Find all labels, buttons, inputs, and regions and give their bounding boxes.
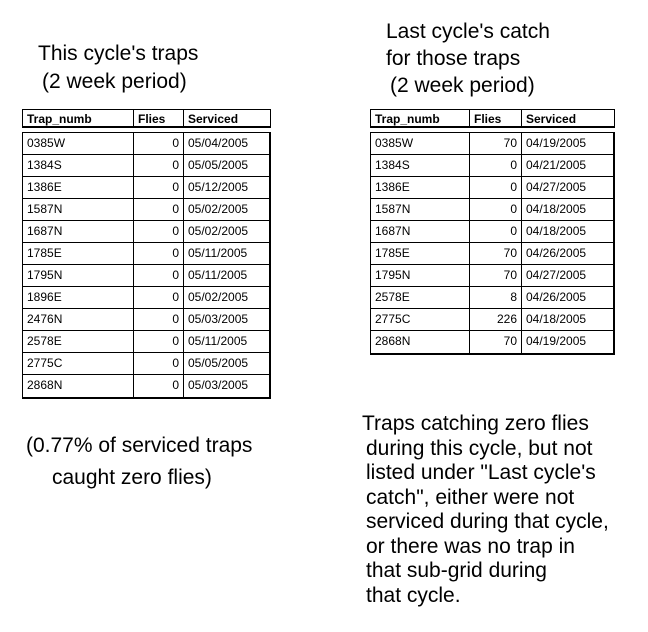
- cell-serviced: 05/02/2005: [183, 221, 269, 242]
- cell-serviced: 05/12/2005: [183, 177, 269, 198]
- cell-flies: 8: [469, 287, 521, 308]
- cell-serviced: 05/11/2005: [183, 331, 269, 352]
- cell-trap-numb: 1587N: [375, 202, 411, 216]
- table-row: [23, 309, 269, 331]
- cell-flies: 0: [133, 353, 183, 374]
- cell-serviced: 05/04/2005: [183, 133, 269, 154]
- cell-serviced: 05/05/2005: [183, 353, 269, 374]
- cell-serviced: 04/19/2005: [521, 331, 613, 353]
- caption-line: (2 week period): [42, 70, 187, 93]
- table-row: [23, 331, 269, 353]
- cell-flies: 0: [133, 309, 183, 330]
- caption-line: This cycle's traps: [38, 42, 199, 65]
- cell-flies: 0: [133, 331, 183, 352]
- table-row: [371, 177, 613, 199]
- cell-flies: 0: [469, 177, 521, 198]
- header-flies: Flies: [133, 110, 183, 126]
- cell-serviced: 04/26/2005: [521, 243, 613, 264]
- cell-flies: 0: [133, 155, 183, 176]
- cell-trap-numb: 2868N: [375, 334, 411, 348]
- note-line: catch", either were not: [366, 485, 575, 509]
- note-line: caught zero flies): [52, 466, 212, 489]
- cell-serviced: 05/03/2005: [183, 309, 269, 330]
- cell-flies: 0: [469, 221, 521, 242]
- table-row: [23, 287, 269, 309]
- cell-trap-numb: 1587N: [27, 202, 63, 216]
- table-body: [370, 132, 615, 355]
- caption-line: (2 week period): [390, 74, 535, 97]
- explanation-note: [362, 412, 609, 608]
- cell-flies: 0: [133, 287, 183, 308]
- table-row: [371, 265, 613, 287]
- cell-serviced: 05/11/2005: [183, 265, 269, 286]
- cell-trap-numb: 2775C: [27, 356, 63, 370]
- note-line: during this cycle, but not: [366, 436, 593, 460]
- cell-serviced: 05/05/2005: [183, 155, 269, 176]
- this-cycle-caption: [38, 40, 198, 96]
- table-row: [371, 331, 613, 353]
- cell-trap-numb: 1785E: [27, 246, 62, 260]
- cell-serviced: 05/11/2005: [183, 243, 269, 264]
- cell-flies: 0: [133, 243, 183, 264]
- cell-trap-numb: 0385W: [375, 136, 414, 150]
- table-row: [23, 199, 269, 221]
- cell-trap-numb: 2578E: [27, 334, 62, 348]
- cell-flies: 0: [133, 199, 183, 220]
- cell-flies: 70: [469, 331, 521, 353]
- table-row: [23, 375, 269, 397]
- header-trap-numb: Trap_numb: [27, 112, 92, 126]
- table-body: [22, 132, 271, 399]
- cell-trap-numb: 2775C: [375, 312, 411, 326]
- table-row: [23, 243, 269, 265]
- cell-trap-numb: 1386E: [27, 180, 62, 194]
- cell-flies: 0: [133, 133, 183, 154]
- cell-serviced: 04/27/2005: [521, 177, 613, 198]
- last-cycle-caption: [386, 18, 550, 99]
- table-row: [23, 265, 269, 287]
- header-serviced: Serviced: [183, 110, 269, 126]
- cell-trap-numb: 2476N: [27, 312, 63, 326]
- table-row: [23, 353, 269, 375]
- cell-serviced: 04/21/2005: [521, 155, 613, 176]
- header-serviced: Serviced: [521, 110, 613, 126]
- cell-trap-numb: 2868N: [27, 378, 63, 392]
- cell-trap-numb: 0385W: [27, 136, 66, 150]
- cell-serviced: 05/03/2005: [183, 375, 269, 397]
- table-row: [371, 243, 613, 265]
- cell-serviced: 04/18/2005: [521, 199, 613, 220]
- note-line: listed under "Last cycle's: [366, 461, 596, 484]
- cell-trap-numb: 1785E: [375, 246, 410, 260]
- cell-serviced: 04/26/2005: [521, 287, 613, 308]
- note-line: Traps catching zero flies: [362, 412, 589, 435]
- cell-trap-numb: 2578E: [375, 290, 410, 304]
- header-trap-numb: Trap_numb: [375, 112, 440, 126]
- cell-serviced: 04/19/2005: [521, 133, 613, 154]
- cell-serviced: 04/18/2005: [521, 309, 613, 330]
- cell-flies: 0: [133, 177, 183, 198]
- cell-serviced: 05/02/2005: [183, 287, 269, 308]
- note-line: or there was no trap in: [366, 534, 575, 558]
- table-row: [371, 309, 613, 331]
- table-row: [23, 221, 269, 243]
- cell-trap-numb: 1896E: [27, 290, 62, 304]
- this-cycle-table: [22, 109, 271, 399]
- note-line: (0.77% of serviced traps: [26, 434, 253, 457]
- cell-flies: 0: [469, 199, 521, 220]
- table-row: [23, 133, 269, 155]
- cell-flies: 0: [469, 155, 521, 176]
- caption-line: for those traps: [386, 47, 521, 70]
- table-row: [371, 287, 613, 309]
- cell-trap-numb: 1384S: [27, 158, 62, 172]
- table-row: [23, 177, 269, 199]
- table-row: [371, 199, 613, 221]
- cell-trap-numb: 1795N: [375, 268, 411, 282]
- cell-flies: 0: [133, 265, 183, 286]
- cell-trap-numb: 1795N: [27, 268, 63, 282]
- note-line: that sub-grid during: [366, 559, 547, 582]
- cell-flies: 0: [133, 375, 183, 397]
- cell-flies: 70: [469, 133, 521, 154]
- table-row: [371, 133, 613, 155]
- table-row: [371, 155, 613, 177]
- table-header: [370, 109, 615, 128]
- cell-trap-numb: 1386E: [375, 180, 410, 194]
- cell-serviced: 05/02/2005: [183, 199, 269, 220]
- header-flies: Flies: [469, 110, 521, 126]
- table-row: [23, 155, 269, 177]
- cell-serviced: 04/18/2005: [521, 221, 613, 242]
- table-header: [22, 109, 271, 128]
- cell-trap-numb: 1384S: [375, 158, 410, 172]
- cell-flies: 226: [469, 309, 521, 330]
- cell-flies: 0: [133, 221, 183, 242]
- cell-flies: 70: [469, 243, 521, 264]
- cell-trap-numb: 1687N: [27, 224, 63, 238]
- cell-flies: 70: [469, 265, 521, 286]
- caption-line: Last cycle's catch: [386, 20, 550, 43]
- last-cycle-table: [370, 109, 615, 355]
- note-line: serviced during that cycle,: [366, 510, 609, 533]
- cell-serviced: 04/27/2005: [521, 265, 613, 286]
- zero-flies-note: [26, 430, 252, 494]
- cell-trap-numb: 1687N: [375, 224, 411, 238]
- note-line: that cycle.: [366, 583, 461, 607]
- table-row: [371, 221, 613, 243]
